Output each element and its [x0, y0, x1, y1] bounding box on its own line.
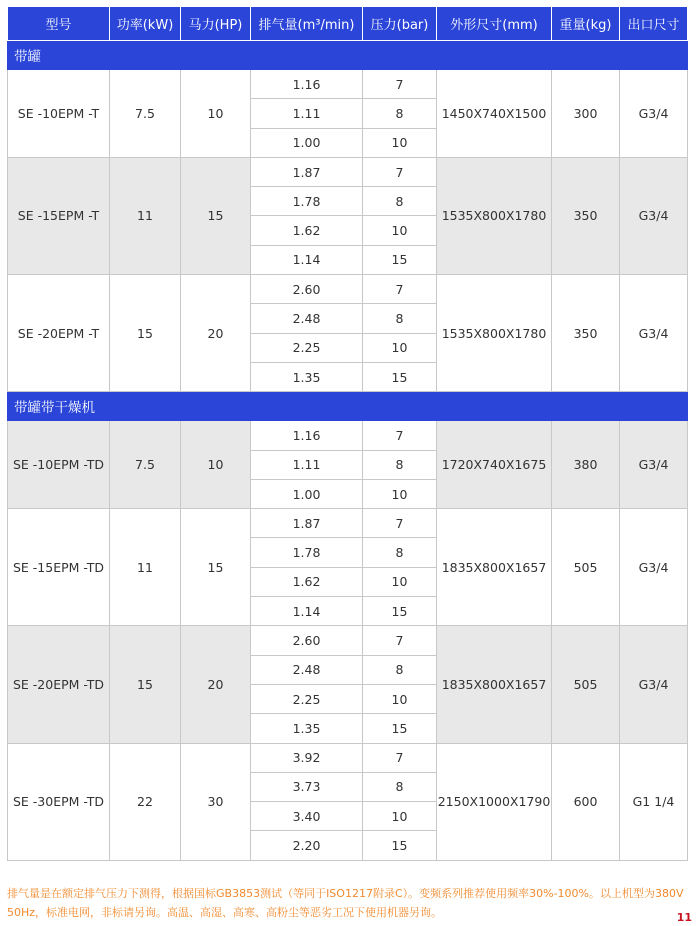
- flow-cell: 1.87: [251, 157, 363, 186]
- power-cell: 22: [110, 743, 181, 860]
- pressure-cell: 7: [363, 275, 437, 304]
- weight-cell: 600: [552, 743, 620, 860]
- model-cell: SE -20EPM -TD: [8, 626, 110, 743]
- weight-cell: 505: [552, 626, 620, 743]
- power-cell: 11: [110, 157, 181, 274]
- model-cell: SE -20EPM -T: [8, 275, 110, 392]
- flow-cell: 3.73: [251, 772, 363, 801]
- model-group: [8, 743, 688, 860]
- section-title: 带罐带干燥机: [8, 392, 688, 421]
- dimensions-cell: 1535X800X1780: [437, 157, 552, 274]
- pressure-cell: 8: [363, 450, 437, 479]
- hp-cell: 15: [181, 157, 251, 274]
- header-hp: 马力(HP): [181, 7, 251, 41]
- weight-cell: 350: [552, 275, 620, 392]
- pressure-cell: 10: [363, 802, 437, 831]
- flow-cell: 2.60: [251, 626, 363, 655]
- flow-cell: 1.16: [251, 421, 363, 450]
- flow-cell: 1.87: [251, 509, 363, 538]
- outlet-cell: G3/4: [620, 157, 688, 274]
- flow-cell: 1.62: [251, 216, 363, 245]
- flow-cell: 1.78: [251, 538, 363, 567]
- outlet-cell: G3/4: [620, 626, 688, 743]
- hp-cell: 10: [181, 70, 251, 158]
- section-row: [8, 41, 688, 70]
- flow-cell: 2.48: [251, 304, 363, 333]
- table-row: [8, 70, 688, 99]
- flow-cell: 1.14: [251, 597, 363, 626]
- outlet-cell: G3/4: [620, 70, 688, 158]
- pressure-cell: 7: [363, 743, 437, 772]
- table-row: [8, 509, 688, 538]
- flow-cell: 2.20: [251, 831, 363, 860]
- flow-cell: 1.16: [251, 70, 363, 99]
- pressure-cell: 15: [363, 362, 437, 391]
- table-row: [8, 626, 688, 655]
- pressure-cell: 10: [363, 567, 437, 596]
- power-cell: 7.5: [110, 421, 181, 509]
- dimensions-cell: 1535X800X1780: [437, 275, 552, 392]
- pressure-cell: 7: [363, 509, 437, 538]
- footnote: 排气量是在额定排气压力下测得，根据国标GB3853测试（等同于ISO1217附录C）。变频系列推荐使用频率30%-100%。以上机型为380V 50Hz，标准电网，非标请另询。高温、高湿、高寒、高粉尘等恶劣工况下使用机器另询。: [7, 887, 684, 919]
- pressure-cell: 8: [363, 772, 437, 801]
- pressure-cell: 7: [363, 626, 437, 655]
- header-row: [8, 7, 688, 41]
- flow-cell: 2.25: [251, 333, 363, 362]
- table-row: [8, 157, 688, 186]
- hp-cell: 15: [181, 509, 251, 626]
- table-row: [8, 743, 688, 772]
- header-pressure: 压力(bar): [363, 7, 437, 41]
- flow-cell: 2.25: [251, 684, 363, 713]
- section-title: 带罐: [8, 41, 688, 70]
- pressure-cell: 7: [363, 70, 437, 99]
- pressure-cell: 7: [363, 421, 437, 450]
- flow-cell: 1.78: [251, 187, 363, 216]
- weight-cell: 350: [552, 157, 620, 274]
- flow-cell: 3.92: [251, 743, 363, 772]
- pressure-cell: 7: [363, 157, 437, 186]
- header-model: 型号: [8, 7, 110, 41]
- hp-cell: 20: [181, 626, 251, 743]
- dimensions-cell: 1720X740X1675: [437, 421, 552, 509]
- dimensions-cell: 2150X1000X1790: [437, 743, 552, 860]
- dimensions-cell: 1835X800X1657: [437, 626, 552, 743]
- header-dimensions: 外形尺寸(mm): [437, 7, 552, 41]
- pressure-cell: 15: [363, 245, 437, 274]
- flow-cell: 1.00: [251, 479, 363, 508]
- pressure-cell: 10: [363, 333, 437, 362]
- flow-cell: 1.00: [251, 128, 363, 157]
- model-group: [8, 509, 688, 626]
- pressure-cell: 10: [363, 128, 437, 157]
- pressure-cell: 8: [363, 655, 437, 684]
- pressure-cell: 10: [363, 216, 437, 245]
- pressure-cell: 8: [363, 99, 437, 128]
- model-group: [8, 421, 688, 509]
- weight-cell: 380: [552, 421, 620, 509]
- model-cell: SE -15EPM -T: [8, 157, 110, 274]
- page-number: 11: [676, 911, 692, 924]
- flow-cell: 1.35: [251, 714, 363, 743]
- header-power: 功率(kW): [110, 7, 181, 41]
- flow-cell: 2.60: [251, 275, 363, 304]
- model-cell: SE -10EPM -TD: [8, 421, 110, 509]
- power-cell: 15: [110, 626, 181, 743]
- pressure-cell: 8: [363, 304, 437, 333]
- section-row: [8, 392, 688, 421]
- model-cell: SE -15EPM -TD: [8, 509, 110, 626]
- flow-cell: 3.40: [251, 802, 363, 831]
- pressure-cell: 8: [363, 538, 437, 567]
- flow-cell: 1.14: [251, 245, 363, 274]
- outlet-cell: G1 1/4: [620, 743, 688, 860]
- weight-cell: 300: [552, 70, 620, 158]
- power-cell: 11: [110, 509, 181, 626]
- model-group: [8, 626, 688, 743]
- table-row: [8, 275, 688, 304]
- model-group: [8, 275, 688, 392]
- model-cell: SE -30EPM -TD: [8, 743, 110, 860]
- flow-cell: 1.35: [251, 362, 363, 391]
- hp-cell: 30: [181, 743, 251, 860]
- header-weight: 重量(kg): [552, 7, 620, 41]
- model-cell: SE -10EPM -T: [8, 70, 110, 158]
- power-cell: 15: [110, 275, 181, 392]
- outlet-cell: G3/4: [620, 275, 688, 392]
- dimensions-cell: 1835X800X1657: [437, 509, 552, 626]
- flow-cell: 1.11: [251, 99, 363, 128]
- pressure-cell: 15: [363, 597, 437, 626]
- flow-cell: 1.11: [251, 450, 363, 479]
- pressure-cell: 10: [363, 684, 437, 713]
- pressure-cell: 15: [363, 831, 437, 860]
- pressure-cell: 15: [363, 714, 437, 743]
- weight-cell: 505: [552, 509, 620, 626]
- pressure-cell: 10: [363, 479, 437, 508]
- outlet-cell: G3/4: [620, 509, 688, 626]
- header-outlet: 出口尺寸: [620, 7, 688, 41]
- spec-table: [7, 6, 688, 861]
- table-row: [8, 421, 688, 450]
- power-cell: 7.5: [110, 70, 181, 158]
- model-group: [8, 157, 688, 274]
- flow-cell: 1.62: [251, 567, 363, 596]
- header-flow: 排气量(m³/min): [251, 7, 363, 41]
- pressure-cell: 8: [363, 187, 437, 216]
- hp-cell: 20: [181, 275, 251, 392]
- flow-cell: 2.48: [251, 655, 363, 684]
- model-group: [8, 70, 688, 158]
- dimensions-cell: 1450X740X1500: [437, 70, 552, 158]
- hp-cell: 10: [181, 421, 251, 509]
- outlet-cell: G3/4: [620, 421, 688, 509]
